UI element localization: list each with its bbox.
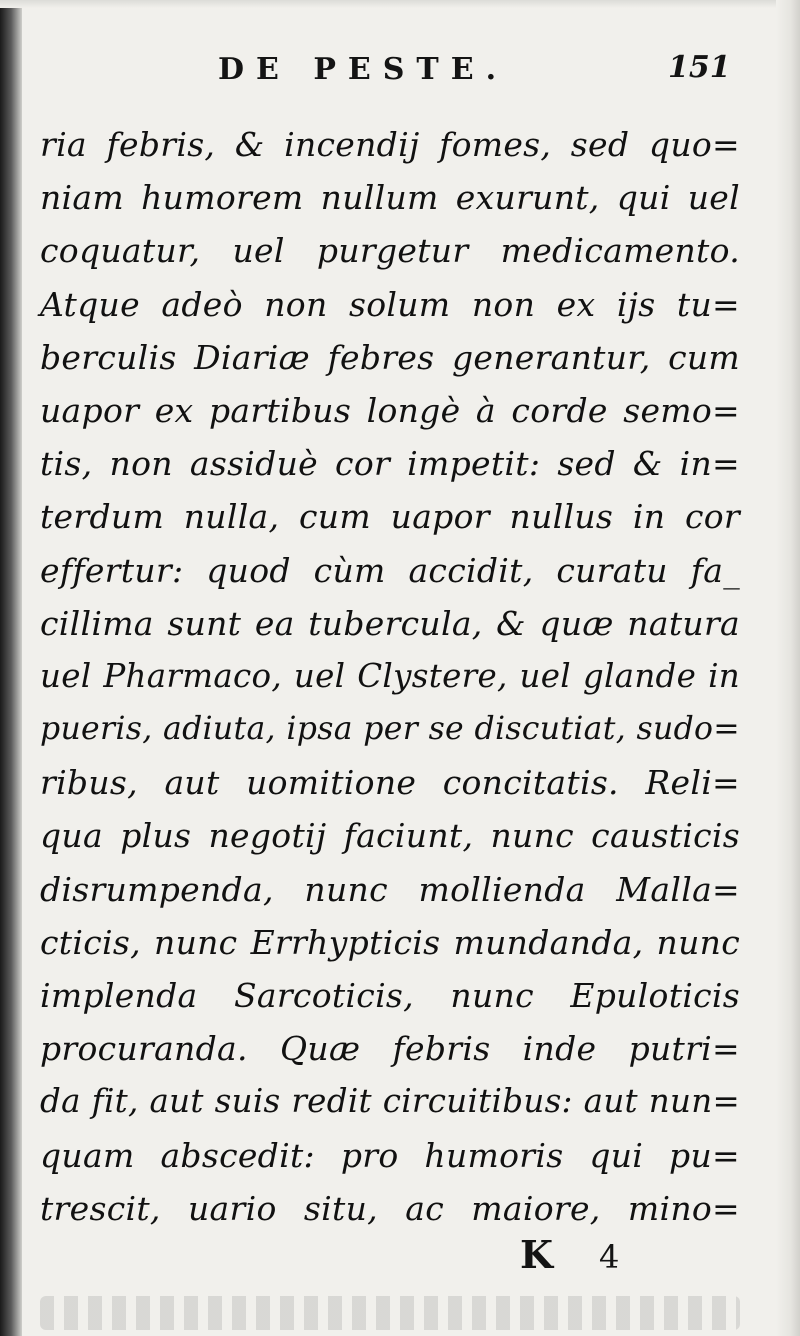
running-head: DE PESTE. — [218, 52, 509, 87]
text-line: terdum nulla, cum uapor nullus in cor — [40, 497, 740, 537]
text-line: Atque adeò non solum non ex ijs tu= — [40, 284, 740, 324]
signature-letter: K — [520, 1232, 554, 1277]
text-line: ribus, aut uomitione concitatis. Reli= — [40, 763, 740, 803]
show-through-text — [40, 1290, 740, 1336]
text-line: coquatur, uel purgetur medicamento. — [40, 231, 740, 271]
text-line: effertur: quod cùm accidit, curatu fa_ — [40, 550, 740, 590]
text-line: berculis Diariæ febres generantur, cum — [40, 337, 740, 377]
text-line: tis, non assiduè cor impetit: sed & in= — [40, 444, 740, 484]
text-line: implenda Sarcoticis, nunc Epuloticis — [40, 976, 740, 1015]
text-line: pueris, adiuta, ipsa per se discutiat, sudo= — [40, 711, 740, 748]
text-line: qua plus negotij faciunt, nunc causticis — [40, 816, 740, 856]
page-top-edge — [0, 0, 800, 8]
page-header — [0, 48, 800, 98]
text-line: trescit, uario situ, ac maiore, mino= — [40, 1188, 740, 1228]
signature-number: 4 — [599, 1238, 620, 1276]
signature-mark — [520, 1232, 660, 1282]
text-line: uapor ex partibus longè à corde semo= — [40, 390, 740, 430]
text-line: uel Pharmaco, uel Clystere, uel glande in — [40, 656, 740, 695]
binding-shadow — [0, 0, 22, 1336]
page-right-edge — [776, 0, 800, 1336]
body-text — [40, 118, 740, 1235]
text-line: quam abscedit: pro humoris qui pu= — [40, 1135, 740, 1175]
page-number: 151 — [668, 50, 731, 85]
text-line: ria febris, & incendij fomes, sed quo= — [40, 125, 740, 164]
text-line: da fit, aut suis redit circuitibus: aut nun= — [40, 1082, 740, 1121]
text-line: niam humorem nullum exurunt, qui uel — [40, 178, 740, 218]
text-line: cticis, nunc Errhypticis mundanda, nunc — [40, 922, 740, 962]
text-line: cillima sunt ea tubercula, & quæ natura — [40, 603, 740, 643]
text-line: procuranda. Quæ febris inde putri= — [40, 1029, 740, 1069]
text-line: disrumpenda, nunc mollienda Malla= — [40, 869, 740, 909]
